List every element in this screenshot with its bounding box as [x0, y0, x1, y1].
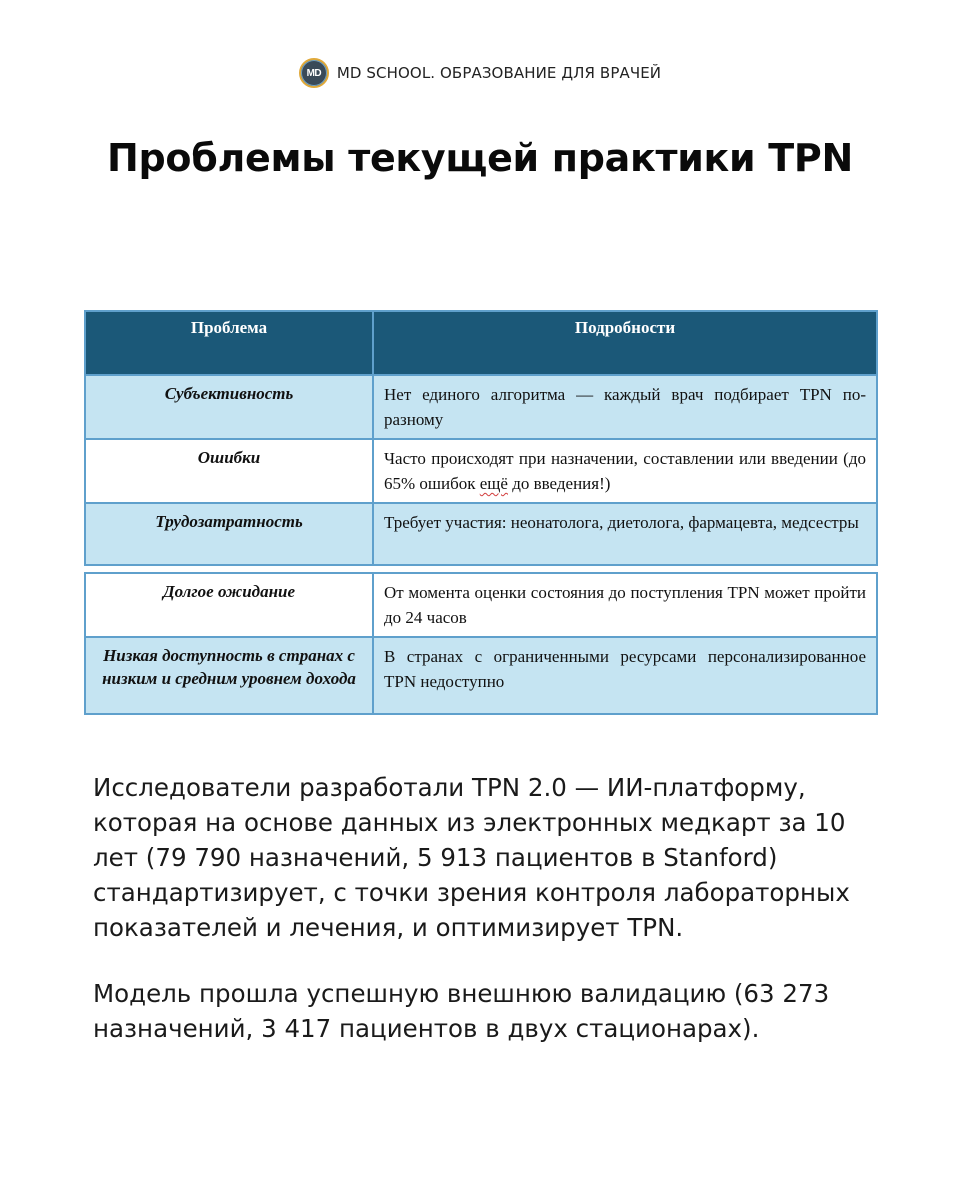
table-row: [85, 637, 877, 714]
problem-cell: Низкая доступность в странах с низким и средним уровнем дохода: [85, 637, 373, 714]
problems-table: [84, 310, 878, 566]
details-cell: Требует участия: неонатолога, диетолога, фармацевта, медсестры: [373, 503, 877, 565]
column-header-details: Подробности: [373, 311, 877, 375]
body-paragraph-tpn-2: Исследователи разработали TPN 2.0 — ИИ-платформу, которая на основе данных из электронных медкарт за 10 лет (79 790 назначений, 5 913 пациентов в Stanford) стандартизирует, с точки зрения контроля лабораторных показателей и лечения, и оптимизирует TPN.: [93, 773, 850, 942]
page-title: Проблемы текущей практики TPN: [107, 136, 853, 180]
problem-cell: Ошибки: [85, 439, 373, 503]
problem-cell: Долгое ожидание: [85, 573, 373, 637]
problem-cell: Субъективность: [85, 375, 373, 439]
column-header-problem: Проблема: [85, 311, 373, 375]
details-text: до введения!): [507, 474, 611, 493]
details-cell: В странах с ограниченными ресурсами персонализированное TPN недоступно: [373, 637, 877, 714]
details-cell: [373, 439, 877, 503]
table-header-row: [85, 311, 877, 375]
brand-name: MD SCHOOL. ОБРАЗОВАНИЕ ДЛЯ ВРАЧЕЙ: [336, 64, 662, 82]
table-row: [85, 439, 877, 503]
body-paragraph-validation: Модель прошла успешную внешнюю валидацию (63 273 назначений, 3 417 пациентов в двух стационарах).: [93, 979, 830, 1043]
problem-cell: Трудозатратность: [85, 503, 373, 565]
md-school-logo-icon: [299, 58, 329, 88]
table-row: [85, 375, 877, 439]
problems-table-continued: [84, 572, 878, 715]
spellcheck-marked-word: ещё: [479, 474, 508, 493]
details-cell: Нет единого алгоритма — каждый врач подбирает TPN по-разному: [373, 375, 877, 439]
details-text: Часто происходят при назначении, составлении или введении (до 65% ошибок: [384, 449, 866, 493]
table-row: [85, 573, 877, 637]
brand-header: [0, 58, 960, 88]
table-row: [85, 503, 877, 565]
details-cell: От момента оценки состояния до поступления TPN может пройти до 24 часов: [373, 573, 877, 637]
logo-text: MD: [306, 67, 322, 79]
